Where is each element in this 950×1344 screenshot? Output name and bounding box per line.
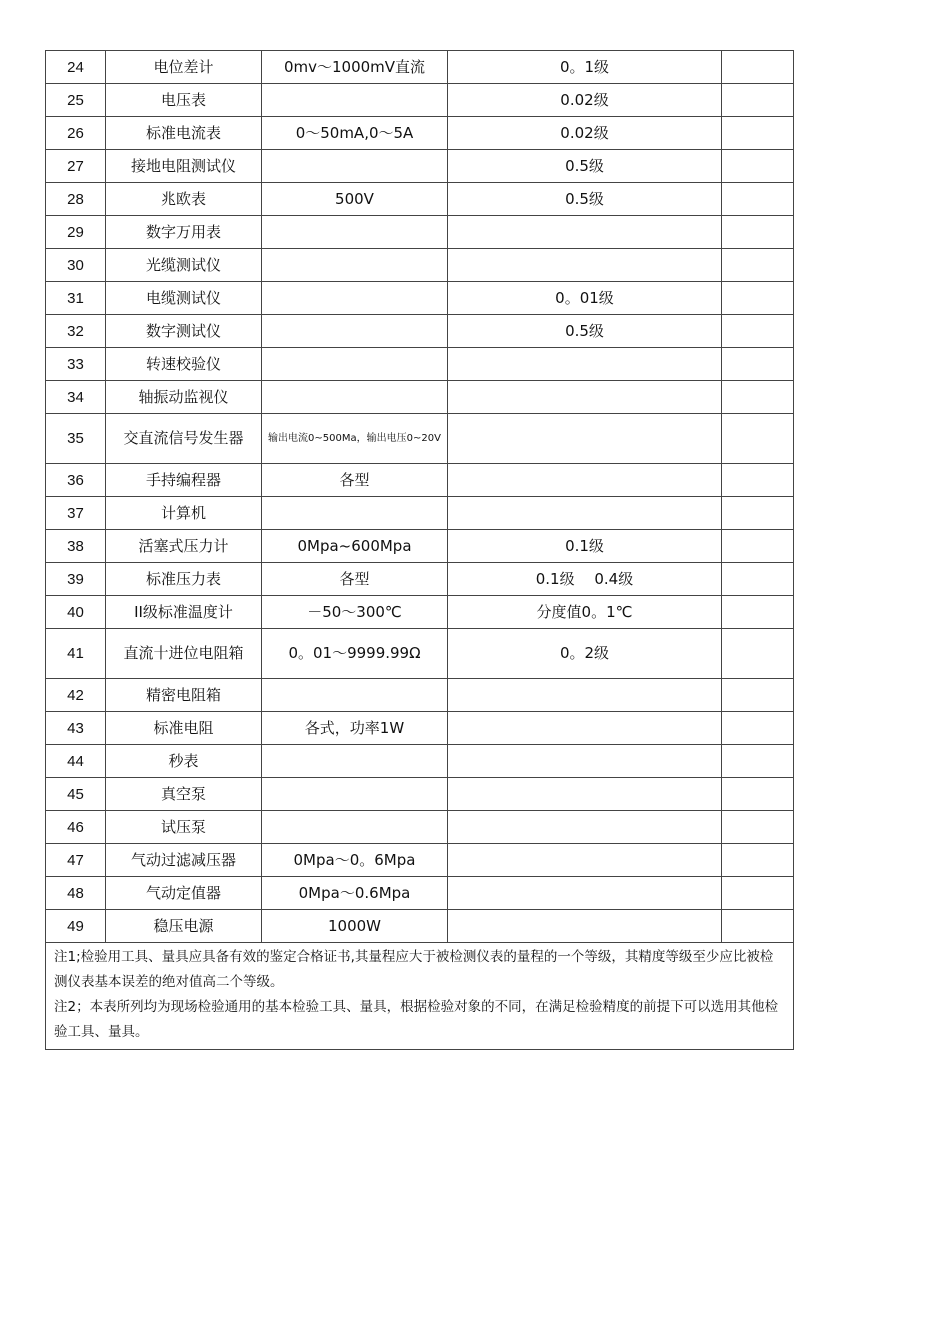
table-row bbox=[46, 910, 794, 943]
accuracy-class: 0.5级 bbox=[448, 315, 722, 348]
accuracy-class bbox=[448, 844, 722, 877]
measuring-range: 0Mpa~600Mpa bbox=[262, 530, 448, 563]
remark bbox=[722, 84, 794, 117]
table-row bbox=[46, 315, 794, 348]
row-number: 28 bbox=[46, 183, 106, 216]
measuring-range: 0mv～1000mV直流 bbox=[262, 51, 448, 84]
row-number: 29 bbox=[46, 216, 106, 249]
accuracy-class bbox=[448, 216, 722, 249]
row-number: 44 bbox=[46, 745, 106, 778]
accuracy-class bbox=[448, 910, 722, 943]
instrument-name: 光缆测试仪 bbox=[106, 249, 262, 282]
accuracy-class: 0。01级 bbox=[448, 282, 722, 315]
table-row bbox=[46, 679, 794, 712]
accuracy-class: 0.02级 bbox=[448, 84, 722, 117]
table-row bbox=[46, 381, 794, 414]
row-number: 31 bbox=[46, 282, 106, 315]
table-row bbox=[46, 629, 794, 679]
instrument-name: 标准压力表 bbox=[106, 563, 262, 596]
instrument-name: 电缆测试仪 bbox=[106, 282, 262, 315]
accuracy-class: 0.1级 0.4级 bbox=[448, 563, 722, 596]
remark bbox=[722, 745, 794, 778]
instrument-name: 数字万用表 bbox=[106, 216, 262, 249]
remark bbox=[722, 844, 794, 877]
remark bbox=[722, 778, 794, 811]
table-row bbox=[46, 183, 794, 216]
row-number: 47 bbox=[46, 844, 106, 877]
remark bbox=[722, 712, 794, 745]
table-row bbox=[46, 348, 794, 381]
accuracy-class: 0。1级 bbox=[448, 51, 722, 84]
remark bbox=[722, 497, 794, 530]
instrument-name: 稳压电源 bbox=[106, 910, 262, 943]
measuring-range: 0。01～9999.99Ω bbox=[262, 629, 448, 679]
remark bbox=[722, 811, 794, 844]
row-number: 41 bbox=[46, 629, 106, 679]
remark bbox=[722, 51, 794, 84]
measuring-range bbox=[262, 315, 448, 348]
table-row bbox=[46, 745, 794, 778]
instrument-name: 电位差计 bbox=[106, 51, 262, 84]
instrument-name: 真空泵 bbox=[106, 778, 262, 811]
row-number: 25 bbox=[46, 84, 106, 117]
remark bbox=[722, 183, 794, 216]
measuring-range: 各型 bbox=[262, 563, 448, 596]
accuracy-class: 0.5级 bbox=[448, 183, 722, 216]
table-row bbox=[46, 117, 794, 150]
accuracy-class bbox=[448, 745, 722, 778]
table-row bbox=[46, 51, 794, 84]
measuring-range bbox=[262, 150, 448, 183]
accuracy-class bbox=[448, 712, 722, 745]
row-number: 43 bbox=[46, 712, 106, 745]
remark bbox=[722, 563, 794, 596]
measuring-range bbox=[262, 282, 448, 315]
instrument-table-body bbox=[46, 51, 794, 1050]
row-number: 46 bbox=[46, 811, 106, 844]
table-row bbox=[46, 844, 794, 877]
table-row bbox=[46, 530, 794, 563]
row-number: 36 bbox=[46, 464, 106, 497]
instrument-name: 标准电流表 bbox=[106, 117, 262, 150]
measuring-range: 各型 bbox=[262, 464, 448, 497]
accuracy-class: 0.5级 bbox=[448, 150, 722, 183]
row-number: 39 bbox=[46, 563, 106, 596]
instrument-name: 电压表 bbox=[106, 84, 262, 117]
instrument-name: 接地电阻测试仪 bbox=[106, 150, 262, 183]
measuring-range bbox=[262, 216, 448, 249]
row-number: 37 bbox=[46, 497, 106, 530]
measuring-range: －50～300℃ bbox=[262, 596, 448, 629]
measuring-range bbox=[262, 497, 448, 530]
measuring-range bbox=[262, 249, 448, 282]
table-row bbox=[46, 84, 794, 117]
remark bbox=[722, 117, 794, 150]
instrument-name: 直流十进位电阻箱 bbox=[106, 629, 262, 679]
instrument-name: 气动定值器 bbox=[106, 877, 262, 910]
instrument-name: 活塞式压力计 bbox=[106, 530, 262, 563]
instrument-name: 试压泵 bbox=[106, 811, 262, 844]
table-row bbox=[46, 497, 794, 530]
table-row bbox=[46, 249, 794, 282]
accuracy-class: 0.02级 bbox=[448, 117, 722, 150]
measuring-range bbox=[262, 679, 448, 712]
measuring-range: 500V bbox=[262, 183, 448, 216]
remark bbox=[722, 381, 794, 414]
instrument-name: 秒表 bbox=[106, 745, 262, 778]
measuring-range bbox=[262, 811, 448, 844]
accuracy-class bbox=[448, 414, 722, 464]
table-row bbox=[46, 877, 794, 910]
remark bbox=[722, 315, 794, 348]
row-number: 24 bbox=[46, 51, 106, 84]
accuracy-class: 0.1级 bbox=[448, 530, 722, 563]
table-row bbox=[46, 563, 794, 596]
table-row bbox=[46, 414, 794, 464]
remark bbox=[722, 530, 794, 563]
accuracy-class bbox=[448, 381, 722, 414]
accuracy-class: 分度值0。1℃ bbox=[448, 596, 722, 629]
instrument-table bbox=[45, 50, 794, 1050]
measuring-range bbox=[262, 348, 448, 381]
instrument-name: 兆欧表 bbox=[106, 183, 262, 216]
instrument-name: 数字测试仪 bbox=[106, 315, 262, 348]
instrument-name: 交直流信号发生器 bbox=[106, 414, 262, 464]
measuring-range bbox=[262, 381, 448, 414]
instrument-name: 标准电阻 bbox=[106, 712, 262, 745]
table-row bbox=[46, 282, 794, 315]
remark bbox=[722, 414, 794, 464]
measuring-range bbox=[262, 84, 448, 117]
measuring-range bbox=[262, 745, 448, 778]
measuring-range: 各式，功率1W bbox=[262, 712, 448, 745]
accuracy-class bbox=[448, 464, 722, 497]
row-number: 48 bbox=[46, 877, 106, 910]
row-number: 34 bbox=[46, 381, 106, 414]
row-number: 26 bbox=[46, 117, 106, 150]
accuracy-class bbox=[448, 778, 722, 811]
instrument-name: 转速校验仪 bbox=[106, 348, 262, 381]
remark bbox=[722, 877, 794, 910]
accuracy-class bbox=[448, 249, 722, 282]
instrument-name: 精密电阻箱 bbox=[106, 679, 262, 712]
remark bbox=[722, 910, 794, 943]
instrument-name: 轴振动监视仪 bbox=[106, 381, 262, 414]
table-row bbox=[46, 712, 794, 745]
measuring-range: 1000W bbox=[262, 910, 448, 943]
row-number: 30 bbox=[46, 249, 106, 282]
instrument-name: 气动过滤减压器 bbox=[106, 844, 262, 877]
remark bbox=[722, 596, 794, 629]
accuracy-class bbox=[448, 497, 722, 530]
measuring-range bbox=[262, 778, 448, 811]
table-row bbox=[46, 150, 794, 183]
instrument-name: II级标准温度计 bbox=[106, 596, 262, 629]
row-number: 49 bbox=[46, 910, 106, 943]
measuring-range: 0Mpa～0。6Mpa bbox=[262, 844, 448, 877]
remark bbox=[722, 348, 794, 381]
note-1: 注1;检验用工具、量具应具备有效的鉴定合格证书,其量程应大于被检测仪表的量程的一个等级，其精度等级至少应比被检测仪表基本误差的绝对值高二个等级。 bbox=[54, 949, 774, 990]
remark bbox=[722, 679, 794, 712]
table-row bbox=[46, 778, 794, 811]
accuracy-class bbox=[448, 679, 722, 712]
table-row bbox=[46, 216, 794, 249]
row-number: 33 bbox=[46, 348, 106, 381]
row-number: 35 bbox=[46, 414, 106, 464]
row-number: 45 bbox=[46, 778, 106, 811]
measuring-range: 输出电流0~500Ma，输出电压0~20V bbox=[262, 414, 448, 464]
table-row bbox=[46, 596, 794, 629]
row-number: 32 bbox=[46, 315, 106, 348]
remark bbox=[722, 629, 794, 679]
remark bbox=[722, 282, 794, 315]
remark bbox=[722, 249, 794, 282]
accuracy-class bbox=[448, 811, 722, 844]
note-row bbox=[46, 943, 794, 1050]
row-number: 38 bbox=[46, 530, 106, 563]
remark bbox=[722, 150, 794, 183]
row-number: 40 bbox=[46, 596, 106, 629]
measuring-range: 0～50mA,0～5A bbox=[262, 117, 448, 150]
measuring-range: 0Mpa～0.6Mpa bbox=[262, 877, 448, 910]
instrument-name: 计算机 bbox=[106, 497, 262, 530]
instrument-name: 手持编程器 bbox=[106, 464, 262, 497]
row-number: 42 bbox=[46, 679, 106, 712]
table-row bbox=[46, 464, 794, 497]
notes-cell bbox=[46, 943, 794, 1050]
accuracy-class bbox=[448, 348, 722, 381]
note-2: 注2；本表所列均为现场检验通用的基本检验工具、量具，根据检验对象的不同，在满足检验精度的前提下可以选用其他检验工具、量具。 bbox=[54, 999, 779, 1040]
table-row bbox=[46, 811, 794, 844]
remark bbox=[722, 464, 794, 497]
remark bbox=[722, 216, 794, 249]
accuracy-class: 0。2级 bbox=[448, 629, 722, 679]
row-number: 27 bbox=[46, 150, 106, 183]
accuracy-class bbox=[448, 877, 722, 910]
